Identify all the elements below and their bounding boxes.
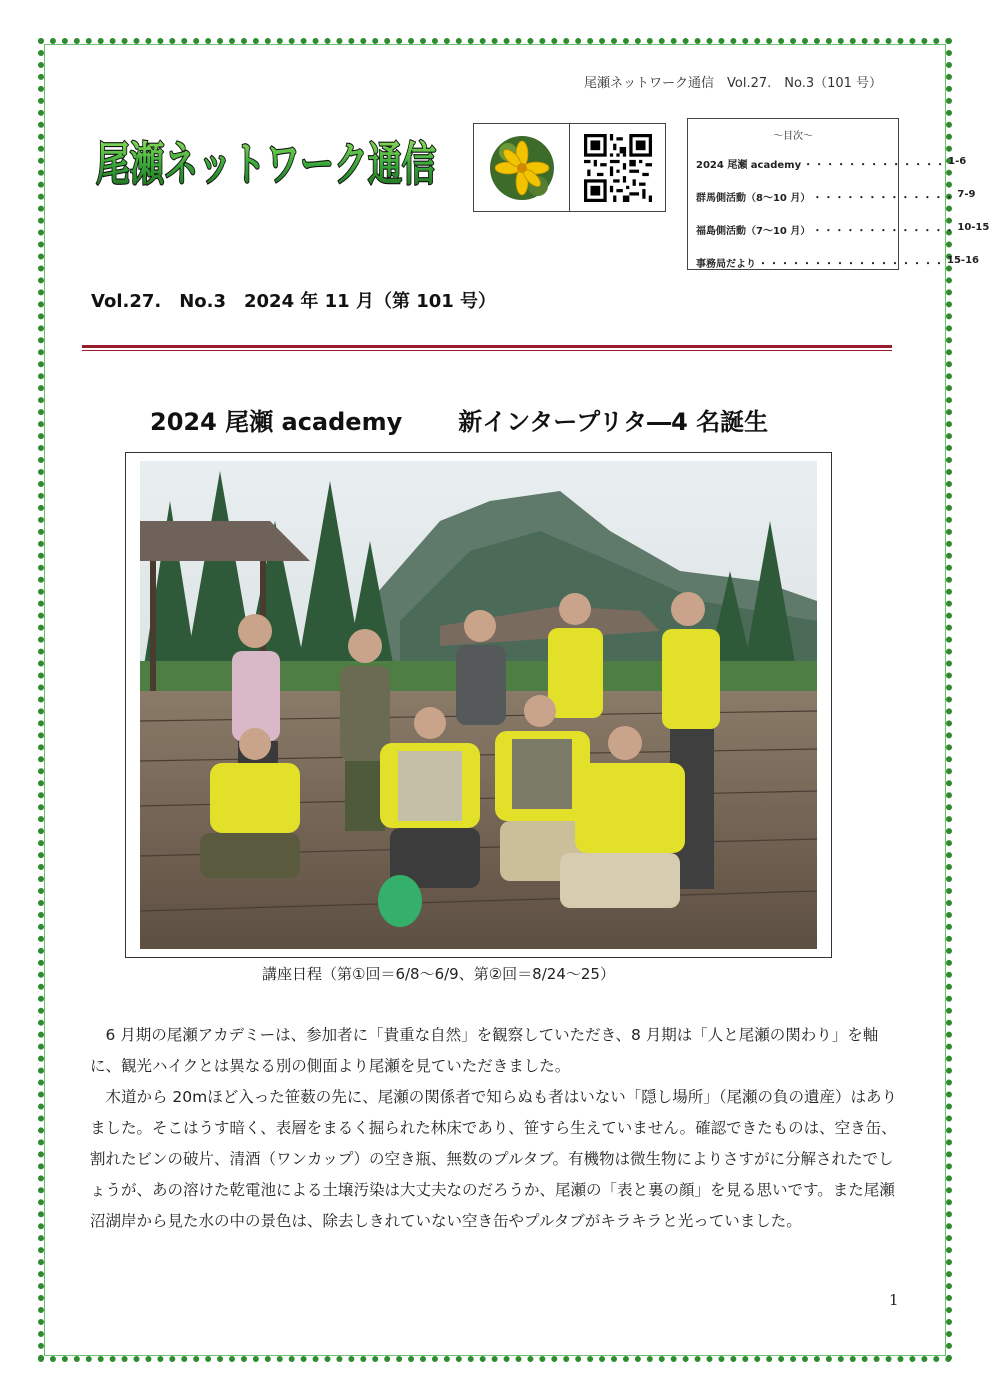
toc-item[interactable] [696, 222, 990, 237]
article-body [90, 1020, 900, 1237]
table-of-contents [687, 118, 990, 270]
toc-dots: ・・・・・・・・・・・・・ [812, 193, 956, 204]
flower-photo [474, 124, 569, 211]
body-paragraph: 木道から 20mほど入った笹薮の先に、尾瀬の関係者で知らぬも者はいない「隠し場所」（尾瀬の負の遺産）はありました。そこはうす暗く、表層をまるく掘られた林床であり、笹すら生えていません。確認できたものは、空き缶、割れたビンの破片、清酒（ワンカップ）の空き瓶、無数のプルタブ。有機物は微生物によりさすがに分解されたでしょうが、あの溶けた乾電池による土壌汚染は大丈夫なのだろうか、尾瀬の「表と裏の顔」を見る思いです。また尾瀬沼湖岸から見た水の中の景色は、除去しきれていない空き缶やプルタブがキラキラと光っていました。 [90, 1088, 898, 1230]
toc-item-label: 2024 尾瀬 academy [696, 160, 802, 171]
headline-left: 2024 尾瀬 academy [150, 408, 403, 436]
header-rule-thin [82, 350, 892, 351]
toc-item[interactable] [696, 156, 967, 171]
toc-item-page: 10-15 [957, 222, 990, 233]
thumbnail-box [473, 123, 666, 212]
toc-title: ～目次～ [773, 131, 813, 142]
toc-item-page: 7-9 [957, 189, 976, 200]
photo-caption: 講座日程（第①回＝6/8～6/9、第②回＝8/24～25） [262, 965, 615, 983]
body-paragraph: 6 月期の尾瀬アカデミーは、参加者に「貴重な自然」を観察していただき、8 月期は「人と尾瀬の関わり」を軸に、観光ハイクとは異なる別の側面より尾瀬を見ていただきました。 [90, 1026, 879, 1075]
toc-dots: ・・・・・・・・・・・・・ [803, 160, 947, 171]
logo-text: 尾瀬ネットワーク通信 [96, 137, 436, 191]
toc-item-page: 15-16 [947, 255, 979, 266]
toc-dots: ・・・・・・・・・・・・・・・・・ [758, 259, 945, 270]
page-number: 1 [889, 1291, 899, 1309]
toc-item-label: 事務局だより [696, 259, 756, 270]
qr-code[interactable] [569, 124, 665, 211]
headline-right: 新インタープリタ―4 名誕生 [458, 408, 769, 436]
group-photo [125, 452, 832, 958]
header-rule [82, 345, 892, 348]
toc-item[interactable] [696, 255, 979, 270]
yellow-lily-icon [488, 134, 556, 202]
newsletter-logo [92, 120, 452, 200]
toc-dots: ・・・・・・・・・・・・・ [812, 226, 956, 237]
issue-line: Vol.27. No.3 2024 年 11 月（第 101 号） [91, 291, 497, 312]
toc-item[interactable] [696, 189, 976, 204]
group-photo-image [140, 461, 817, 949]
toc-item-label: 群馬側活動（8～10 月） [696, 193, 811, 204]
toc-item-label: 福島側活動（7～10 月） [696, 226, 811, 237]
qr-code-icon[interactable] [584, 134, 652, 202]
running-title: 尾瀬ネットワーク通信 Vol.27. No.3（101 号） [584, 76, 883, 91]
article-headline [150, 402, 850, 437]
toc-item-page: 1-6 [948, 156, 967, 167]
